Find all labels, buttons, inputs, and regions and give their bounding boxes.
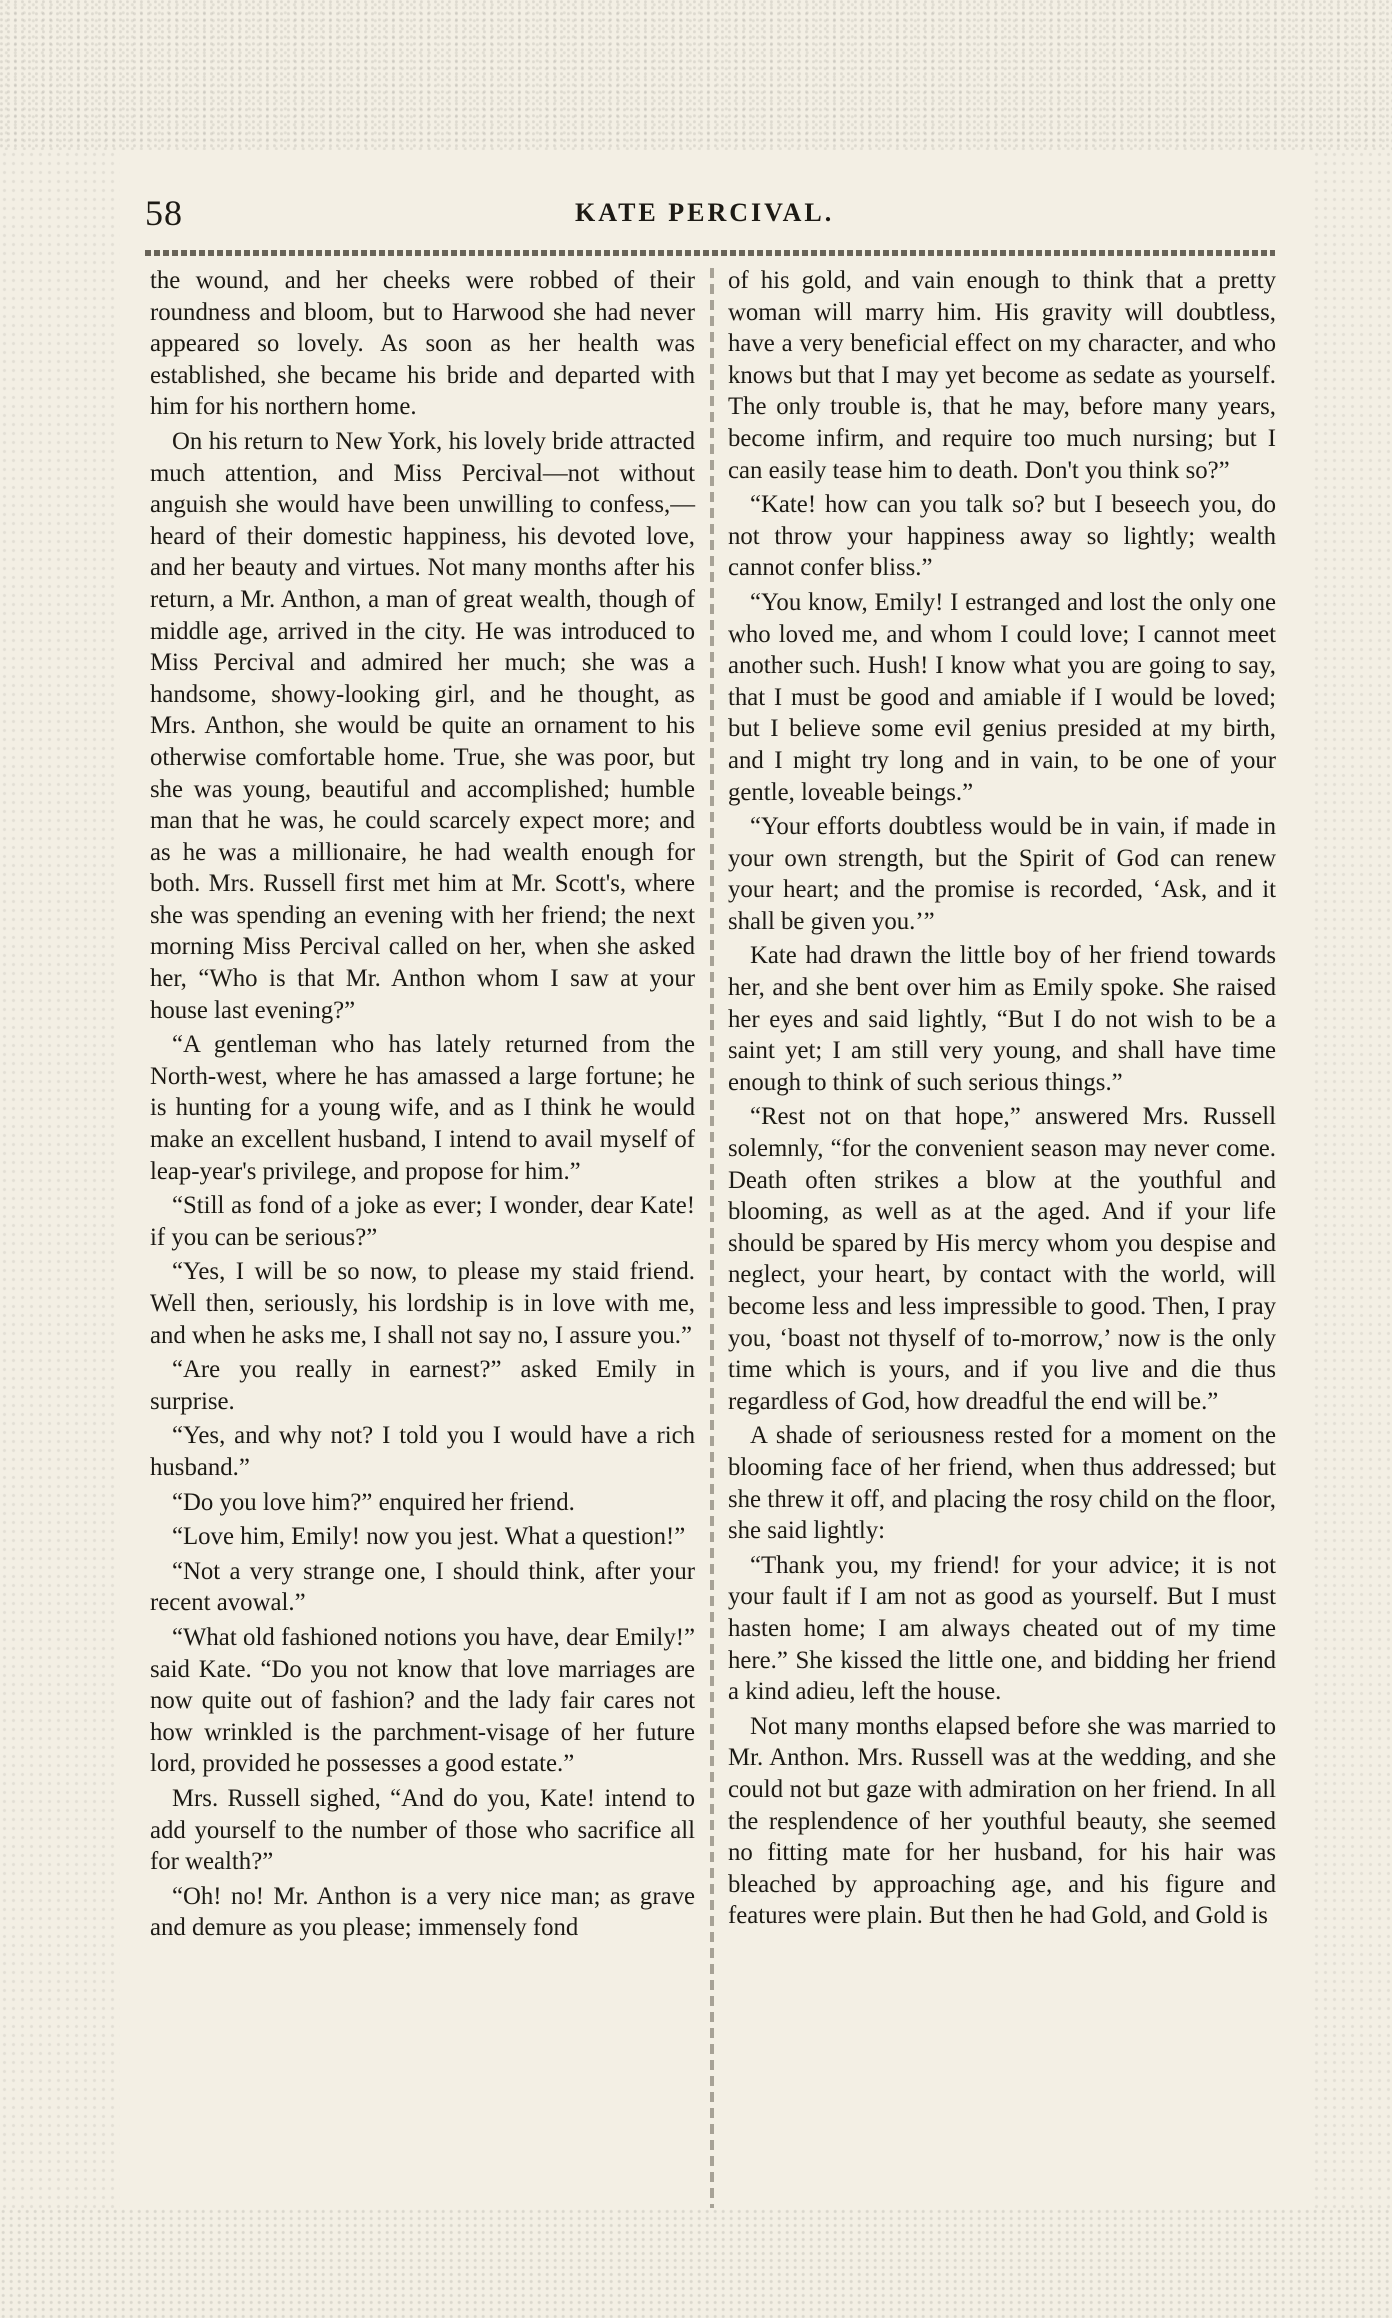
paragraph: “Still as fond of a joke as ever; I wonder, dear Kate! if you can be serious?” xyxy=(150,1192,695,1251)
paragraph: “Yes, and why not? I told you I would have a rich husband.” xyxy=(150,1422,695,1481)
page-speckle-left xyxy=(0,150,120,2210)
right-column xyxy=(728,265,1276,1935)
paragraph: “Yes, I will be so now, to please my staid friend. Well then, seriously, his lordship is in love with me, and when he asks me, I shall not say no, I assure you.” xyxy=(150,1258,695,1349)
paragraph: “Thank you, my friend! for your advice; it is not your fault if I am not as good as yourself. But I must hasten home; I am always cheated out of my time here.” She kissed the little one, and bidding her friend a kind adieu, left the house. xyxy=(728,1551,1276,1706)
paragraph: Not many months elapsed before she was married to Mr. Anthon. Mrs. Russell was at the wedding, and she could not but gaze with admiration on her friend. In all the resplendence of her youthful beauty, she seemed no fitting mate for her husband, for his hair was bleached by approaching age, and his figure and features were plain. But then he had Gold, and Gold is xyxy=(728,1712,1276,1930)
paragraph: the wound, and her cheeks were robbed of their roundness and bloom, but to Harwood she had never appeared so lovely. As soon as her health was established, she became his bride and departed with him for his northern home. xyxy=(150,267,695,421)
paragraph: “Not a very strange one, I should think, after your recent avowal.” xyxy=(150,1557,695,1617)
paragraph: “Are you really in earnest?” asked Emily in surprise. xyxy=(150,1356,695,1415)
header-rule xyxy=(145,250,1275,256)
page-number: 58 xyxy=(145,193,183,233)
paragraph: of his gold, and vain enough to think that a pretty woman will marry him. His gravity will doubtless, have a very beneficial effect on my character, and who knows but that I may yet become as sedate as yourself. The only trouble is, that he may, before many years, become infirm, and require too much nursing; but I can easily tease him to death. Don't you think so?” xyxy=(728,267,1276,484)
paragraph: “Oh! no! Mr. Anthon is a very nice man; as grave and demure as you please; immensely fond xyxy=(150,1882,695,1942)
page-speckle-bottom xyxy=(0,2208,1392,2318)
page-speckle-top xyxy=(0,0,1392,150)
paragraph: “Kate! how can you talk so? but I beseech you, do not throw your happiness away so lightly; wealth cannot confer bliss.” xyxy=(728,491,1276,582)
page-speckle-right xyxy=(1312,150,1392,2210)
paragraph: “You know, Emily! I estranged and lost the only one who loved me, and whom I could love; I cannot meet another such. Hush! I know what you are going to say, that I must be good and amiable if I would be loved; but I believe some evil genius presided at my birth, and I might try long and in vain, to be one of your gentle, loveable beings.” xyxy=(728,588,1276,806)
paragraph: “Rest not on that hope,” answered Mrs. Russell solemnly, “for the convenient season may never come. Death often strikes a blow at the youthful and blooming, as well as at the aged. And if your life should be spared by His mercy whom you despise and neglect, your heart, by contact with the world, will become less and less impressible to good. Then, I pray you, ‘boast not thyself of to-morrow,’ now is the only time which is yours, and if you live and die thus regardless of God, how dreadful the end will be.” xyxy=(728,1103,1276,1415)
paragraph: On his return to New York, his lovely bride attracted much attention, and Miss Percival—not without anguish she would have been unwilling to confess,—heard of their domestic happiness, his devoted love, and her beauty and virtues. Not many months after his return, a Mr. Anthon, a man of great wealth, though of middle age, arrived in the city. He was introduced to Miss Percival and admired her much; she was a handsome, showy-looking girl, and he thought, as Mrs. Anthon, she would be quite an ornament to his otherwise comfortable home. True, she was poor, but she was young, beautiful and accomplished; humble man that he was, he could scarcely expect more; and as he was a millionaire, he had wealth enough for both. Mrs. Russell first met him at Mr. Scott's, where she was spending an evening with her friend; the next morning Miss Percival called on her, when she asked her, “Who is that Mr. Anthon whom I saw at your house last evening?” xyxy=(150,427,695,1024)
paragraph: “What old fashioned notions you have, dear Emily!” said Kate. “Do you not know that love marriages are now quite out of fashion? and the lady fair cares not how wrinkled is the parchment-visage of her future lord, provided he possesses a good estate.” xyxy=(150,1623,695,1778)
paragraph: “Love him, Emily! now you jest. What a question!” xyxy=(172,1523,686,1551)
page-header xyxy=(145,192,1275,238)
paragraph: “A gentleman who has lately returned from the North-west, where he has amassed a large fortune; he is hunting for a young wife, and as I think he would make an excellent husband, I intend to avail myself of leap-year's privilege, and propose for him.” xyxy=(150,1031,695,1185)
column-divider xyxy=(710,268,714,2208)
paragraph: Mrs. Russell sighed, “And do you, Kate! intend to add yourself to the number of those who sacrifice all for wealth?” xyxy=(150,1784,695,1876)
running-title: KATE PERCIVAL. xyxy=(575,198,835,227)
paragraph: Kate had drawn the little boy of her friend towards her, and she bent over him as Emily spoke. She raised her eyes and said lightly, “But I do not wish to be a saint yet; I am still very young, and shall have time enough to think of such serious things.” xyxy=(728,942,1276,1096)
left-column xyxy=(150,265,695,1947)
paragraph: “Your efforts doubtless would be in vain, if made in your own strength, but the Spirit of God can renew your heart; and the promise is recorded, ‘Ask, and it shall be given you.’” xyxy=(728,813,1276,935)
paragraph: “Do you love him?” enquired her friend. xyxy=(172,1488,575,1516)
paragraph: A shade of seriousness rested for a moment on the blooming face of her friend, when thus addressed; but she threw it off, and placing the rosy child on the floor, she said lightly: xyxy=(728,1422,1276,1545)
